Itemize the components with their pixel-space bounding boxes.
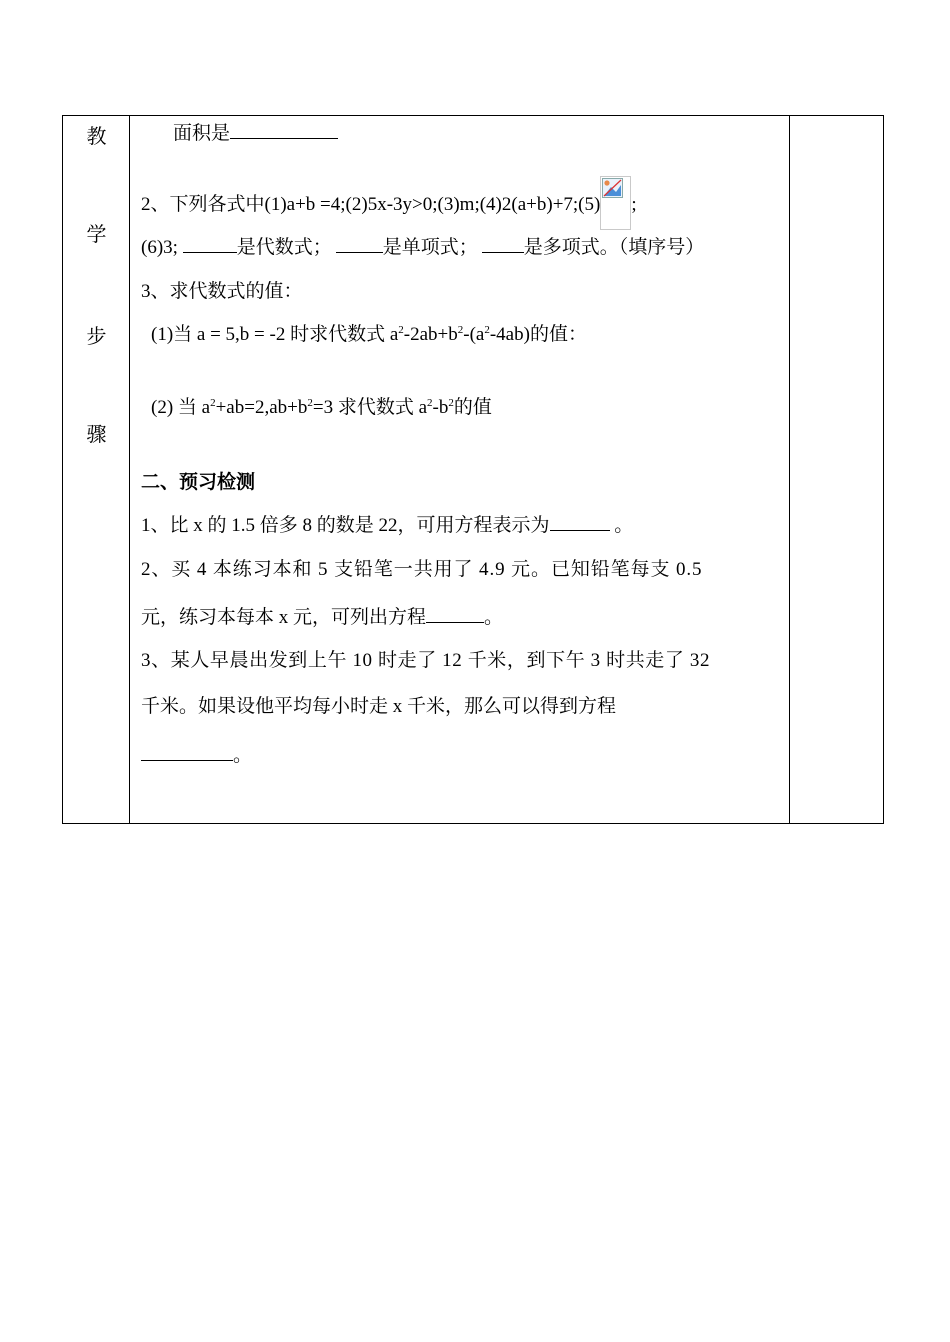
preview-q3-line-2: 千米。如果设他平均每小时走 x 千米，那么可以得到方程 [141, 696, 617, 717]
notes-column [789, 116, 884, 823]
side-label-char: 步 [86, 324, 107, 348]
preview-q1-line: 1、比 x 的 1.5 倍多 8 的数是 22，可用方程表示为 。 [141, 512, 633, 538]
side-label-char: 骤 [86, 422, 107, 446]
preview-q2-line-2: 元，练习本每本 x 元，可列出方程 。 [141, 604, 503, 630]
broken-image-icon [600, 176, 631, 230]
preview-q3-line-3: 。 [141, 742, 252, 768]
evaluate-q1-line: (1)当 a = 5,b = -2 时求代数式 $a^2-2ab+b^2-(a^2-4ab)$的值： [151, 324, 587, 345]
lesson-table [62, 115, 884, 824]
area-question-line: 面积是 [173, 120, 338, 146]
fill-in-line: (6)3; 是代数式； 是单项式； 是多项式。（填序号） [141, 234, 704, 260]
side-label-column [63, 116, 130, 823]
expression-list-line: 2、下列各式中(1)a+b =4;(2)5x-3y>0;(3)m;(4)2(a+b)+7;(5) ; [141, 176, 637, 230]
evaluate-q2-line: (2) 当 $a^2+ab=2,ab+b^2=3$ 求代数式 $a^2-b^2$的值 [151, 397, 492, 418]
section-heading: 二、预习检测 [141, 471, 256, 493]
evaluate-heading-line: 3、求代数式的值： [141, 281, 303, 302]
preview-q2-line-1: 2、买 4 本练习本和 5 支铅笔一共用了 4.9 元。已知铅笔每支 0.5 [141, 559, 703, 580]
side-label-char: 教 [86, 124, 107, 148]
preview-q3-line-1: 3、某人早晨出发到上午 10 时走了 12 千米，到下午 3 时共走了 32 [141, 650, 711, 671]
side-label-char: 学 [86, 222, 107, 246]
